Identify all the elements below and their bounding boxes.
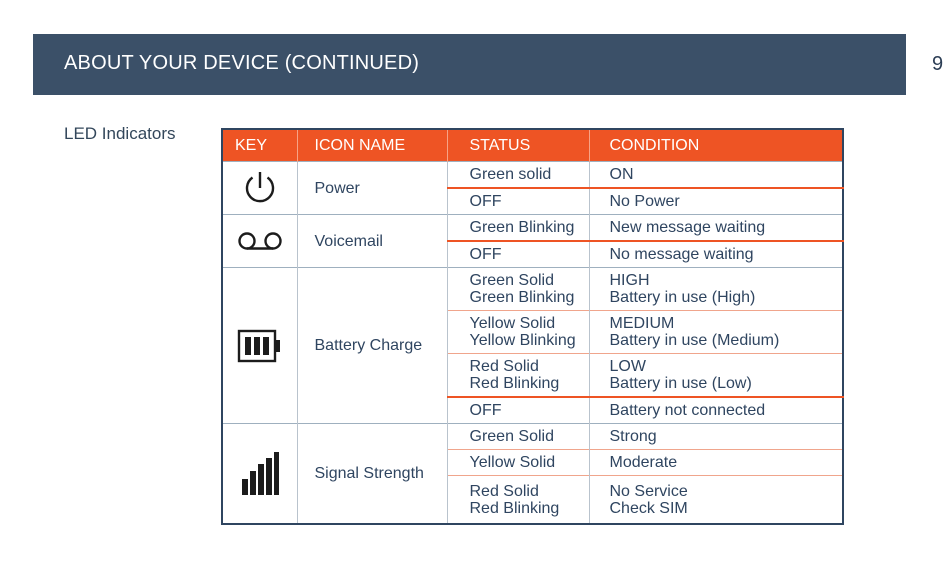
battery-icon [222, 268, 297, 424]
status-line: Green Solid [469, 272, 554, 289]
power-icon [222, 162, 297, 215]
page-title: ABOUT YOUR DEVICE (CONTINUED) [64, 52, 420, 74]
section-label: LED Indicators [64, 124, 176, 143]
status-line: Yellow Blinking [469, 332, 576, 349]
icon-name: Battery Charge [297, 268, 447, 424]
status-line: Red Solid [469, 358, 539, 375]
status-cell [447, 311, 589, 354]
condition-line: No Service [609, 482, 688, 500]
condition-cell: No message waiting [589, 241, 843, 268]
condition-cell: New message waiting [589, 215, 843, 242]
signal-strength-icon [222, 424, 297, 525]
condition-line: Battery in use (Low) [609, 375, 752, 392]
column-header-condition: CONDITION [589, 129, 843, 162]
condition-cell: ON [589, 162, 843, 189]
condition-line: MEDIUM [609, 315, 675, 332]
condition-cell [589, 268, 843, 311]
led-indicators-table [221, 128, 844, 525]
table-row [222, 215, 843, 242]
column-header-key: KEY [222, 129, 297, 162]
status-cell: Green Blinking [447, 215, 589, 242]
table-header-row [222, 129, 843, 162]
icon-name: Power [297, 162, 447, 215]
status-cell [447, 268, 589, 311]
status-line: Green Blinking [469, 289, 575, 306]
condition-line: Check SIM [609, 499, 688, 517]
condition-line: Battery in use (High) [609, 289, 756, 306]
condition-cell: Moderate [589, 450, 843, 476]
column-header-status: STATUS [447, 129, 589, 162]
status-cell: OFF [447, 397, 589, 424]
icon-name: Voicemail [297, 215, 447, 268]
condition-line: HIGH [609, 272, 650, 289]
status-cell [447, 476, 589, 525]
table-row [222, 424, 843, 450]
condition-cell: No Power [589, 188, 843, 215]
status-line: Yellow Solid [469, 315, 556, 332]
status-cell: OFF [447, 241, 589, 268]
header-banner [33, 34, 906, 95]
status-line: Red Blinking [469, 375, 560, 392]
table-row [222, 268, 843, 311]
condition-cell: Battery not connected [589, 397, 843, 424]
condition-line: LOW [609, 358, 646, 375]
status-line: Red Blinking [469, 499, 560, 517]
status-cell: OFF [447, 188, 589, 215]
condition-cell [589, 476, 843, 525]
condition-line: Battery in use (Medium) [609, 332, 780, 349]
column-header-icon-name: ICON NAME [297, 129, 447, 162]
condition-cell [589, 311, 843, 354]
condition-cell: Strong [589, 424, 843, 450]
status-cell: Green solid [447, 162, 589, 189]
voicemail-icon [222, 215, 297, 268]
table-row [222, 162, 843, 189]
page-number: 9 [932, 53, 944, 75]
status-cell [447, 354, 589, 398]
status-cell: Green Solid [447, 424, 589, 450]
condition-cell [589, 354, 843, 398]
status-line: Red Solid [469, 482, 539, 500]
icon-name: Signal Strength [297, 424, 447, 525]
status-cell: Yellow Solid [447, 450, 589, 476]
